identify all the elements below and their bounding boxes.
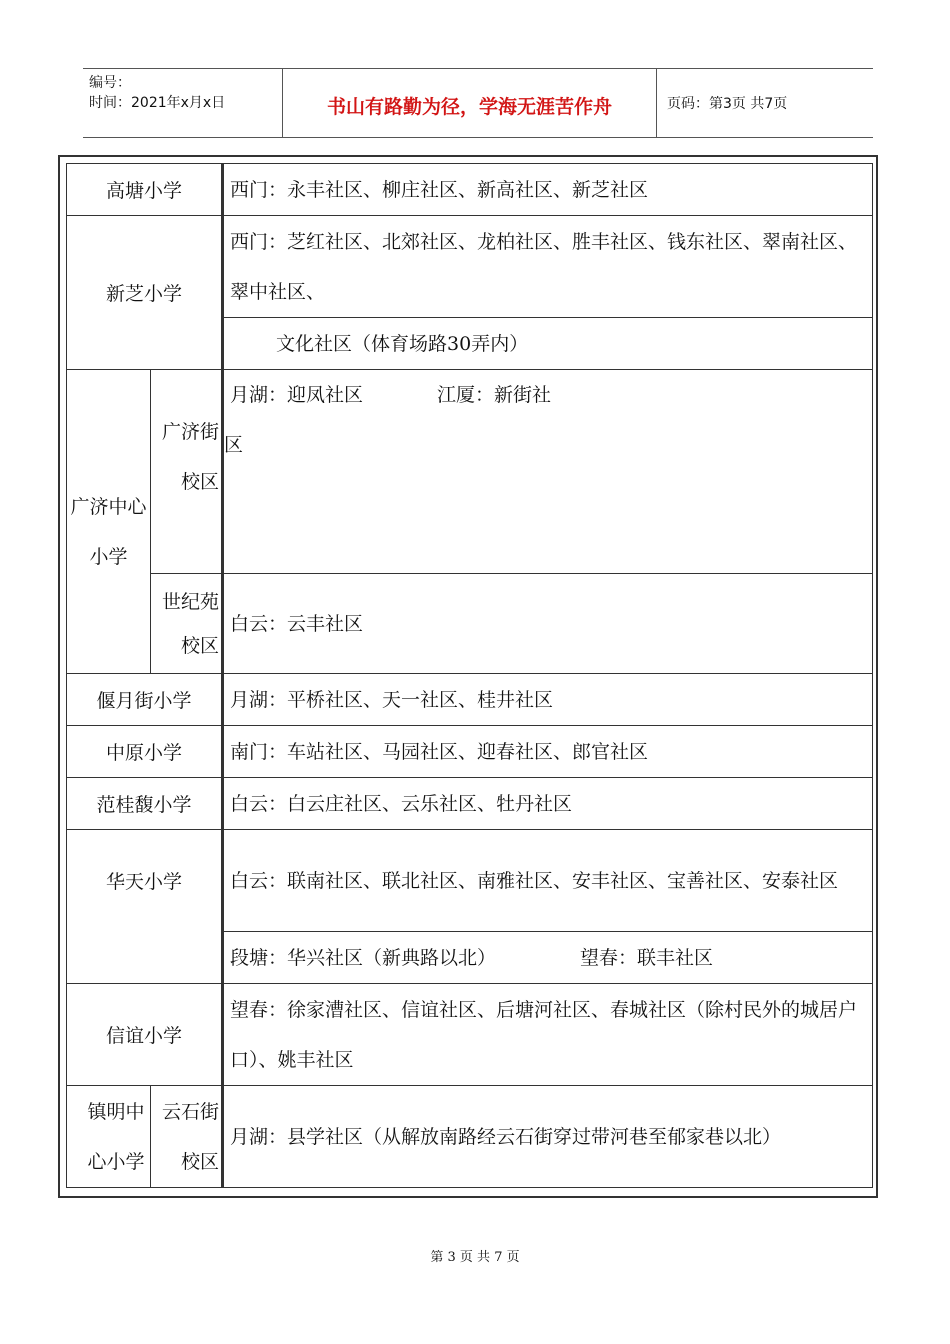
district-area: 望春：徐家漕社区、信谊社区、后塘河社区、春城社区（除村民外的城居户口）、姚丰社区 xyxy=(223,984,873,1086)
table-row xyxy=(67,216,873,318)
district-part: 江厦：新街社 xyxy=(437,384,552,406)
table-row xyxy=(67,830,873,932)
district-area: 南门：车站社区、马园社区、迎春社区、郎官社区 xyxy=(223,726,873,778)
school-name: 范桂馥小学 xyxy=(67,778,223,830)
district-area: 月湖：县学社区（从解放南路经云石街穿过带河巷至郁家巷以北） xyxy=(223,1086,873,1188)
school-name-text: 华天小学 xyxy=(106,871,183,893)
district-area: 白云：云丰社区 xyxy=(223,574,873,674)
district-area xyxy=(223,370,873,574)
table-row xyxy=(67,164,873,216)
campus-name xyxy=(151,370,223,574)
school-name: 高塘小学 xyxy=(67,164,223,216)
header-meta xyxy=(83,69,283,137)
table-row xyxy=(67,984,873,1086)
school-name: 信谊小学 xyxy=(67,984,223,1086)
campus-name-text: 广济街校区 xyxy=(161,420,219,493)
district-area: 西门：永丰社区、柳庄社区、新高社区、新芝社区 xyxy=(223,164,873,216)
campus-name xyxy=(151,1086,223,1188)
page-header xyxy=(83,68,873,138)
school-name: 新芝小学 xyxy=(67,216,223,370)
header-page-info: 页码：第3页 共7页 xyxy=(667,96,788,112)
district-part: 望春：联丰社区 xyxy=(580,946,714,969)
doc-number: 编号： xyxy=(89,75,131,91)
table-row xyxy=(67,574,873,674)
district-line: 区 xyxy=(224,434,244,456)
table-row xyxy=(67,674,873,726)
table-row xyxy=(67,726,873,778)
district-area: 文化社区（体育场路30弄内） xyxy=(223,318,873,370)
header-motto: 书山有路勤为径，学海无涯苦作舟 xyxy=(283,69,657,137)
district-line xyxy=(230,370,866,420)
table-row xyxy=(67,778,873,830)
district-area xyxy=(223,932,873,984)
table-row xyxy=(67,1086,873,1188)
district-area: 月湖：平桥社区、天一社区、桂井社区 xyxy=(223,674,873,726)
school-name: 偃月街小学 xyxy=(67,674,223,726)
school-name xyxy=(67,1086,151,1188)
school-name-text: 广济中心小学 xyxy=(70,495,147,568)
district-area: 西门：芝红社区、北郊社区、龙柏社区、胜丰社区、钱东社区、翠南社区、翠中社区、 xyxy=(223,216,873,318)
district-part: 月湖：迎凤社区 xyxy=(230,384,364,406)
campus-name xyxy=(151,574,223,674)
district-part: 段塘：华兴社区（新典路以北） xyxy=(230,946,497,969)
campus-name-text: 云石街校区 xyxy=(161,1100,219,1173)
school-district-table xyxy=(66,163,873,1188)
school-name xyxy=(67,370,151,674)
school-name xyxy=(67,830,223,984)
school-name: 中原小学 xyxy=(67,726,223,778)
district-area: 白云：白云庄社区、云乐社区、牡丹社区 xyxy=(223,778,873,830)
school-name-text: 镇明中心小学 xyxy=(87,1100,145,1173)
table-row xyxy=(67,370,873,574)
page-footer: 第 3 页 共 7 页 xyxy=(430,1250,520,1265)
doc-time: 时间：2021年x月x日 xyxy=(89,95,226,111)
district-area: 白云：联南社区、联北社区、南雅社区、安丰社区、宝善社区、安泰社区 xyxy=(223,830,873,932)
campus-name-text: 世纪苑校区 xyxy=(161,590,219,657)
